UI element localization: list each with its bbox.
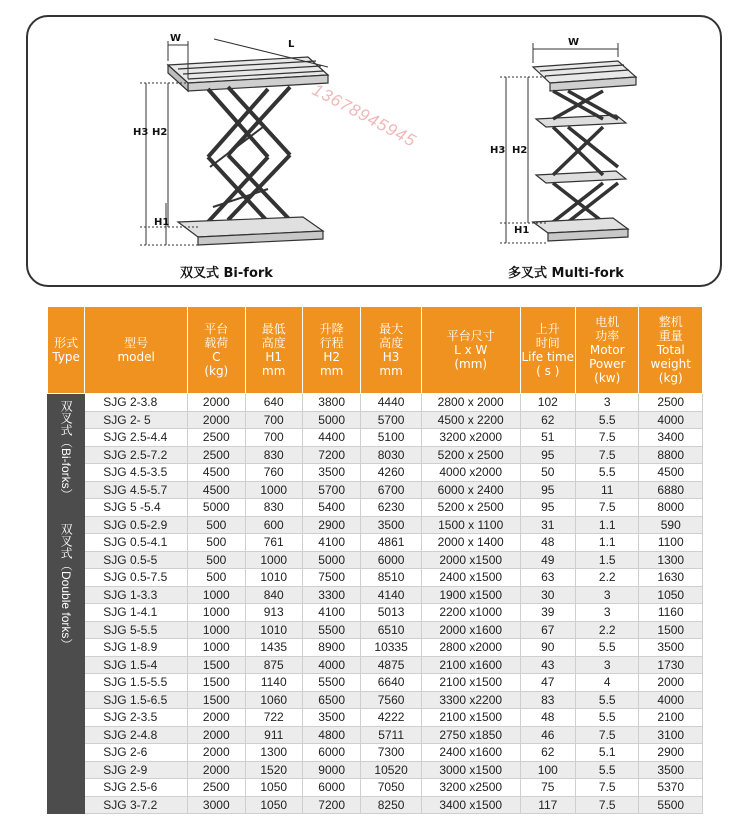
table-cell: 1.1	[576, 516, 639, 534]
table-cell: 1500	[188, 691, 245, 709]
table-cell: 1160	[639, 604, 703, 622]
model-cell: SJG 0.5-4.1	[85, 534, 188, 552]
model-cell: SJG 1-4.1	[85, 604, 188, 622]
diagram-panel	[26, 15, 722, 287]
table-cell: 102	[520, 394, 575, 412]
table-cell: 2000	[188, 761, 245, 779]
table-cell: 3200 x2500	[421, 779, 520, 797]
table-cell: 5370	[639, 779, 703, 797]
table-cell: 2100 x1500	[421, 674, 520, 692]
column-header-zh: 形式	[54, 336, 79, 350]
table-cell: 7300	[361, 744, 421, 762]
table-cell: 600	[245, 516, 302, 534]
table-cell: 4000	[302, 656, 360, 674]
table-cell: 4875	[361, 656, 421, 674]
column-header-zh: 平台尺寸	[446, 329, 495, 343]
column-header-zh: 上升 时间	[535, 322, 560, 350]
table-cell: 10520	[361, 761, 421, 779]
model-cell: SJG 0.5-7.5	[85, 569, 188, 587]
table-cell: 1010	[245, 569, 302, 587]
column-header-zh: 型号	[124, 336, 149, 350]
table-cell: 48	[520, 534, 575, 552]
model-cell: SJG 2-9	[85, 761, 188, 779]
table-cell: 8800	[639, 446, 703, 464]
column-header	[421, 307, 520, 394]
table-cell: 5000	[302, 411, 360, 429]
table-cell: 8900	[302, 639, 360, 657]
table-cell: 5.5	[576, 464, 639, 482]
table-cell: 1010	[245, 621, 302, 639]
table-cell: 5100	[361, 429, 421, 447]
table-row	[48, 656, 703, 674]
table-row	[48, 779, 703, 797]
table-cell: 5500	[302, 674, 360, 692]
table-cell: 830	[245, 499, 302, 517]
table-cell: 1000	[188, 604, 245, 622]
table-cell: 2900	[639, 744, 703, 762]
model-cell: SJG 2-6	[85, 744, 188, 762]
table-header	[48, 307, 703, 394]
bi-fork-lift-illustration	[168, 57, 328, 245]
table-cell: 2100	[639, 709, 703, 727]
table-cell: 2500	[188, 429, 245, 447]
table-cell: 4000	[639, 411, 703, 429]
model-cell: SJG 2.5-6	[85, 779, 188, 797]
table-cell: 47	[520, 674, 575, 692]
table-cell: 1.1	[576, 534, 639, 552]
table-cell: 43	[520, 656, 575, 674]
column-header-en: H1 mm	[262, 350, 286, 378]
table-cell: 2000	[188, 411, 245, 429]
table-cell: 3	[576, 656, 639, 674]
table-cell: 117	[520, 796, 575, 814]
table-cell: 95	[520, 481, 575, 499]
model-cell: SJG 2.5-7.2	[85, 446, 188, 464]
table-body	[48, 394, 703, 814]
table-cell: 1140	[245, 674, 302, 692]
table-cell: 5.5	[576, 709, 639, 727]
table-cell: 30	[520, 586, 575, 604]
table-cell: 7050	[361, 779, 421, 797]
table-cell: 2500	[639, 394, 703, 412]
table-row	[48, 744, 703, 762]
table-cell: 5700	[302, 481, 360, 499]
column-header-en: C (kg)	[204, 350, 229, 378]
table-cell: 6500	[302, 691, 360, 709]
table-cell: 95	[520, 499, 575, 517]
table-cell: 2800 x2000	[421, 639, 520, 657]
column-header	[188, 307, 245, 394]
table-cell: 4	[576, 674, 639, 692]
table-cell: 1050	[245, 796, 302, 814]
bi-fork-caption: 双叉式 Bi-fork	[180, 266, 273, 281]
type-group-label: 双叉式（Bi-forks）	[59, 400, 74, 501]
column-header-en: Type	[52, 350, 80, 364]
table-cell: 3400 x1500	[421, 796, 520, 814]
label-w-left: W	[170, 33, 182, 44]
table-cell: 63	[520, 569, 575, 587]
table-row	[48, 516, 703, 534]
label-h1-right: H1	[514, 225, 530, 236]
table-row	[48, 796, 703, 814]
table-cell: 3000 x1500	[421, 761, 520, 779]
table-cell: 913	[245, 604, 302, 622]
table-cell: 3500	[302, 464, 360, 482]
table-cell: 5711	[361, 726, 421, 744]
table-cell: 3500	[302, 709, 360, 727]
table-cell: 1000	[245, 481, 302, 499]
table-cell: 1000	[188, 621, 245, 639]
table-cell: 5.5	[576, 761, 639, 779]
table-cell: 1730	[639, 656, 703, 674]
table-cell: 1060	[245, 691, 302, 709]
table-cell: 6230	[361, 499, 421, 517]
table-row	[48, 604, 703, 622]
table-row	[48, 761, 703, 779]
table-cell: 8250	[361, 796, 421, 814]
table-cell: 640	[245, 394, 302, 412]
table-cell: 5.1	[576, 744, 639, 762]
table-cell: 875	[245, 656, 302, 674]
column-header-zh: 最大 高度	[379, 322, 404, 350]
table-row	[48, 621, 703, 639]
table-cell: 6000	[302, 779, 360, 797]
column-header-en: Motor Power (kw)	[589, 343, 626, 385]
table-cell: 39	[520, 604, 575, 622]
table-row	[48, 394, 703, 412]
model-cell: SJG 2- 5	[85, 411, 188, 429]
table-cell: 7.5	[576, 429, 639, 447]
column-header	[302, 307, 360, 394]
table-row	[48, 534, 703, 552]
table-cell: 2800 x 2000	[421, 394, 520, 412]
table-cell: 3000	[188, 796, 245, 814]
label-w-right: W	[568, 37, 580, 48]
model-cell: SJG 2-3.5	[85, 709, 188, 727]
label-h3-left: H3	[133, 127, 149, 138]
table-cell: 1500	[639, 621, 703, 639]
table-cell: 760	[245, 464, 302, 482]
table-cell: 75	[520, 779, 575, 797]
model-cell: SJG 5 -5.4	[85, 499, 188, 517]
table-cell: 48	[520, 709, 575, 727]
column-header-en: model	[117, 350, 155, 364]
table-cell: 1300	[245, 744, 302, 762]
column-header-zh: 电机 功率	[595, 315, 620, 343]
table-cell: 2500	[188, 446, 245, 464]
column-header	[361, 307, 421, 394]
column-header-en: L x W (mm)	[454, 343, 488, 371]
model-cell: SJG 1.5-5.5	[85, 674, 188, 692]
table-cell: 4000	[639, 691, 703, 709]
table-cell: 5700	[361, 411, 421, 429]
table-cell: 7.5	[576, 446, 639, 464]
model-cell: SJG 0.5-2.9	[85, 516, 188, 534]
table-cell: 3300 x2200	[421, 691, 520, 709]
table-cell: 2100 x1600	[421, 656, 520, 674]
table-cell: 761	[245, 534, 302, 552]
type-group-cell	[48, 394, 85, 517]
table-cell: 8510	[361, 569, 421, 587]
column-header	[576, 307, 639, 394]
table-cell: 5500	[639, 796, 703, 814]
table-cell: 4260	[361, 464, 421, 482]
table-cell: 6880	[639, 481, 703, 499]
table-cell: 46	[520, 726, 575, 744]
table-cell: 5.5	[576, 691, 639, 709]
table-cell: 1630	[639, 569, 703, 587]
table-cell: 1050	[245, 779, 302, 797]
table-cell: 3800	[302, 394, 360, 412]
table-cell: 1500	[188, 656, 245, 674]
table-cell: 1500	[188, 674, 245, 692]
multi-fork-lift-illustration	[533, 61, 636, 241]
type-group-cell	[48, 516, 85, 814]
model-cell: SJG 2-4.8	[85, 726, 188, 744]
table-cell: 2000 x1500	[421, 551, 520, 569]
table-cell: 2000	[188, 744, 245, 762]
table-row	[48, 464, 703, 482]
label-l-left: L	[288, 39, 295, 50]
table-cell: 3200 x2000	[421, 429, 520, 447]
table-cell: 2500	[188, 779, 245, 797]
table-cell: 830	[245, 446, 302, 464]
table-cell: 2400 x1600	[421, 744, 520, 762]
table-cell: 500	[188, 551, 245, 569]
table-cell: 722	[245, 709, 302, 727]
table-cell: 62	[520, 744, 575, 762]
table-cell: 62	[520, 411, 575, 429]
table-cell: 49	[520, 551, 575, 569]
table-cell: 3500	[361, 516, 421, 534]
table-cell: 1100	[639, 534, 703, 552]
column-header	[245, 307, 302, 394]
table-row	[48, 499, 703, 517]
table-cell: 50	[520, 464, 575, 482]
table-cell: 2200 x1000	[421, 604, 520, 622]
table-cell: 5.5	[576, 411, 639, 429]
watermark-phone: 13678945945	[309, 80, 420, 151]
table-cell: 7500	[302, 569, 360, 587]
column-header-en: Total weight (kg)	[650, 343, 691, 385]
table-cell: 3500	[639, 761, 703, 779]
table-cell: 4861	[361, 534, 421, 552]
model-cell: SJG 4.5-5.7	[85, 481, 188, 499]
table-cell: 1435	[245, 639, 302, 657]
table-cell: 3	[576, 394, 639, 412]
table-cell: 3100	[639, 726, 703, 744]
table-cell: 90	[520, 639, 575, 657]
table-row	[48, 691, 703, 709]
column-header	[48, 307, 85, 394]
table-cell: 4500	[188, 481, 245, 499]
table-cell: 4400	[302, 429, 360, 447]
scissor-lift-diagrams	[28, 17, 722, 287]
table-cell: 7.5	[576, 499, 639, 517]
model-cell: SJG 3-7.2	[85, 796, 188, 814]
table-cell: 7560	[361, 691, 421, 709]
table-cell: 2000	[188, 726, 245, 744]
table-cell: 7.5	[576, 779, 639, 797]
table-cell: 1000	[188, 586, 245, 604]
table-cell: 83	[520, 691, 575, 709]
table-row	[48, 429, 703, 447]
table-cell: 500	[188, 516, 245, 534]
table-row	[48, 709, 703, 727]
table-cell: 7.5	[576, 796, 639, 814]
table-cell: 2000	[639, 674, 703, 692]
table-cell: 5000	[302, 551, 360, 569]
spec-table	[47, 306, 703, 814]
table-cell: 8030	[361, 446, 421, 464]
table-cell: 3	[576, 586, 639, 604]
table-cell: 1050	[639, 586, 703, 604]
table-cell: 4500	[639, 464, 703, 482]
model-cell: SJG 1.5-4	[85, 656, 188, 674]
table-cell: 1520	[245, 761, 302, 779]
table-cell: 2400 x1500	[421, 569, 520, 587]
table-cell: 700	[245, 429, 302, 447]
model-cell: SJG 0.5-5	[85, 551, 188, 569]
model-cell: SJG 2-3.8	[85, 394, 188, 412]
table-cell: 31	[520, 516, 575, 534]
column-header-en: Life time ( s )	[521, 350, 575, 378]
table-cell: 5.5	[576, 639, 639, 657]
table-cell: 5000	[188, 499, 245, 517]
table-cell: 67	[520, 621, 575, 639]
table-cell: 4140	[361, 586, 421, 604]
table-row	[48, 551, 703, 569]
table-cell: 100	[520, 761, 575, 779]
column-header-zh: 整机 重量	[658, 315, 683, 343]
model-cell: SJG 1-8.9	[85, 639, 188, 657]
table-cell: 2000 x1600	[421, 621, 520, 639]
table-cell: 9000	[302, 761, 360, 779]
table-row	[48, 446, 703, 464]
column-header-en: H2 mm	[319, 350, 344, 378]
column-header-zh: 升降 行程	[319, 322, 344, 350]
table-cell: 8000	[639, 499, 703, 517]
table-cell: 4440	[361, 394, 421, 412]
column-header	[520, 307, 575, 394]
table-cell: 3300	[302, 586, 360, 604]
table-cell: 700	[245, 411, 302, 429]
table-cell: 500	[188, 534, 245, 552]
table-cell: 840	[245, 586, 302, 604]
column-header	[85, 307, 188, 394]
table-cell: 95	[520, 446, 575, 464]
table-cell: 7.5	[576, 726, 639, 744]
column-header	[639, 307, 703, 394]
label-h2-right: H2	[512, 145, 528, 156]
table-row	[48, 586, 703, 604]
table-row	[48, 569, 703, 587]
table-cell: 7200	[302, 796, 360, 814]
table-cell: 1300	[639, 551, 703, 569]
table-cell: 5013	[361, 604, 421, 622]
table-cell: 5500	[302, 621, 360, 639]
table-cell: 1900 x1500	[421, 586, 520, 604]
table-cell: 1000	[188, 639, 245, 657]
column-header-zh: 最低 高度	[261, 322, 286, 350]
table-cell: 2750 x1850	[421, 726, 520, 744]
table-row	[48, 639, 703, 657]
table-cell: 6000	[302, 744, 360, 762]
model-cell: SJG 5-5.5	[85, 621, 188, 639]
column-header-en: H3 mm	[379, 350, 403, 378]
label-h1-left: H1	[154, 217, 170, 228]
table-cell: 4000 x2000	[421, 464, 520, 482]
table-cell: 2100 x1500	[421, 709, 520, 727]
table-row	[48, 411, 703, 429]
model-cell: SJG 2.5-4.4	[85, 429, 188, 447]
table-cell: 1500 x 1100	[421, 516, 520, 534]
table-cell: 6640	[361, 674, 421, 692]
column-header-zh: 平台 载荷	[204, 322, 229, 350]
table-row	[48, 726, 703, 744]
table-row	[48, 674, 703, 692]
label-h2-left: H2	[152, 127, 168, 138]
table-cell: 4800	[302, 726, 360, 744]
table-cell: 5200 x 2500	[421, 499, 520, 517]
table-cell: 4100	[302, 604, 360, 622]
table-cell: 2000 x 1400	[421, 534, 520, 552]
table-cell: 1000	[245, 551, 302, 569]
table-cell: 6000	[361, 551, 421, 569]
table-cell: 3400	[639, 429, 703, 447]
table-cell: 911	[245, 726, 302, 744]
table-cell: 5200 x 2500	[421, 446, 520, 464]
table-cell: 2900	[302, 516, 360, 534]
table-cell: 10335	[361, 639, 421, 657]
type-group-label: 双叉式（Double forks）	[59, 522, 74, 650]
table-cell: 2.2	[576, 569, 639, 587]
table-cell: 4500	[188, 464, 245, 482]
table-cell: 3500	[639, 639, 703, 657]
table-cell: 4100	[302, 534, 360, 552]
table-cell: 6510	[361, 621, 421, 639]
table-cell: 4500 x 2200	[421, 411, 520, 429]
table-cell: 3	[576, 604, 639, 622]
model-cell: SJG 1-3.3	[85, 586, 188, 604]
table-cell: 5400	[302, 499, 360, 517]
table-cell: 500	[188, 569, 245, 587]
table-cell: 4222	[361, 709, 421, 727]
table-row	[48, 481, 703, 499]
model-cell: SJG 4.5-3.5	[85, 464, 188, 482]
table-cell: 2000	[188, 709, 245, 727]
table-cell: 1.5	[576, 551, 639, 569]
table-cell: 7200	[302, 446, 360, 464]
table-cell: 6700	[361, 481, 421, 499]
table-cell: 6000 x 2400	[421, 481, 520, 499]
model-cell: SJG 1.5-6.5	[85, 691, 188, 709]
table-cell: 2.2	[576, 621, 639, 639]
label-h3-right: H3	[490, 145, 506, 156]
table-cell: 11	[576, 481, 639, 499]
multi-fork-caption: 多叉式 Multi-fork	[508, 266, 624, 281]
table-cell: 51	[520, 429, 575, 447]
table-cell: 590	[639, 516, 703, 534]
table-cell: 2000	[188, 394, 245, 412]
